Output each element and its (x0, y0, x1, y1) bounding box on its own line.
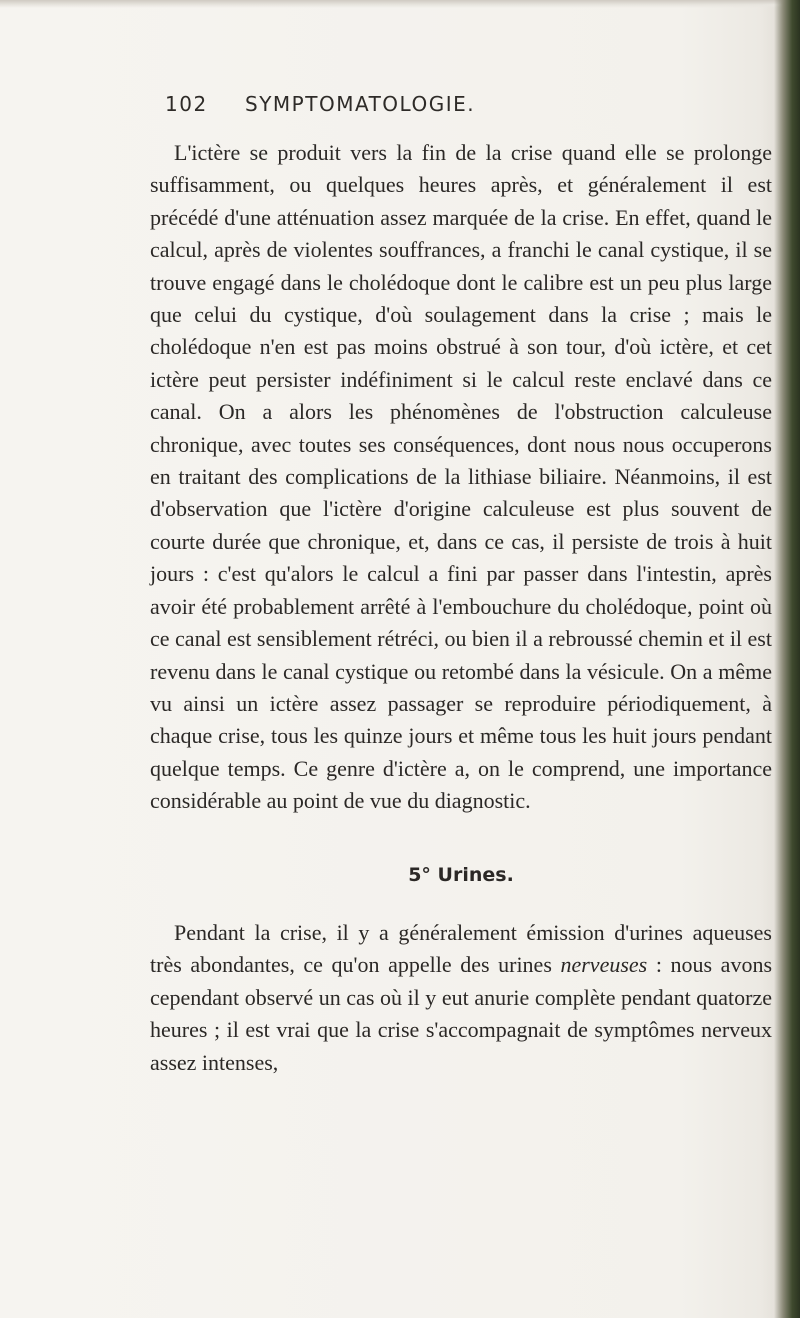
page-binding-edge (774, 0, 800, 1318)
main-text-block (150, 137, 772, 818)
urines-paragraph (150, 917, 772, 1079)
urines-text-start: Pendant la crise, il y a généralement émission d'urines aqueuses très abondantes, ce qu'on appelle des urines (150, 920, 772, 978)
urines-text-end: : nous avons cependant observé un cas où il y eut anurie complète pendant quatorze heures ; il est vrai que la crise s'accompagnait de symptômes nerveux assez intenses, (150, 952, 773, 1075)
urines-text-block (150, 917, 772, 1079)
running-title: SYMPTOMATOLOGIE. (245, 92, 476, 116)
page-top-edge (0, 0, 800, 8)
page-header (165, 92, 725, 126)
ictere-paragraph: L'ictère se produit vers la fin de la crise quand elle se prolonge suffisamment, ou quelques heures après, et généralement il est précédé d'une atténuation assez marquée de la crise. En effet, quand le calcul, après de violentes souffrances, a franchi le canal cystique, il se trouve engagé dans le cholédoque dont le calibre est un peu plus large que celui du cystique, d'où soulagement dans la crise ; mais le cholédoque n'en est pas moins obstrué à son tour, d'où ictère, et cet ictère peut persister indéfiniment si le calcul reste enclavé dans ce canal. On a alors les phénomènes de l'obstruction calculeuse chronique, avec toutes ses conséquences, dont nous nous occuperons en traitant des complications de la lithiase biliaire. Néanmoins, il est d'observation que l'ictère d'origine calculeuse est plus souvent de courte durée que chronique, et, dans ce cas, il persiste de trois à huit jours : c'est qu'alors le calcul a fini par passer dans l'intestin, après avoir été probablement arrêté à l'embouchure du cholédoque, point où ce canal est sensiblement rétréci, ou bien il a rebroussé chemin et il est revenu dans le canal cystique ou retombé dans la vésicule. On a même vu ainsi un ictère assez passager se reproduire périodiquement, à chaque crise, tous les quinze jours et même tous les huit jours pendant quelque temps. Ce genre d'ictère a, on le comprend, une importance considérable au point de vue du diagnostic. (150, 140, 772, 814)
page-number: 102 (165, 92, 208, 116)
section-heading: 5° Urines. (408, 864, 514, 886)
urines-italic-term: nerveuses (560, 952, 648, 978)
